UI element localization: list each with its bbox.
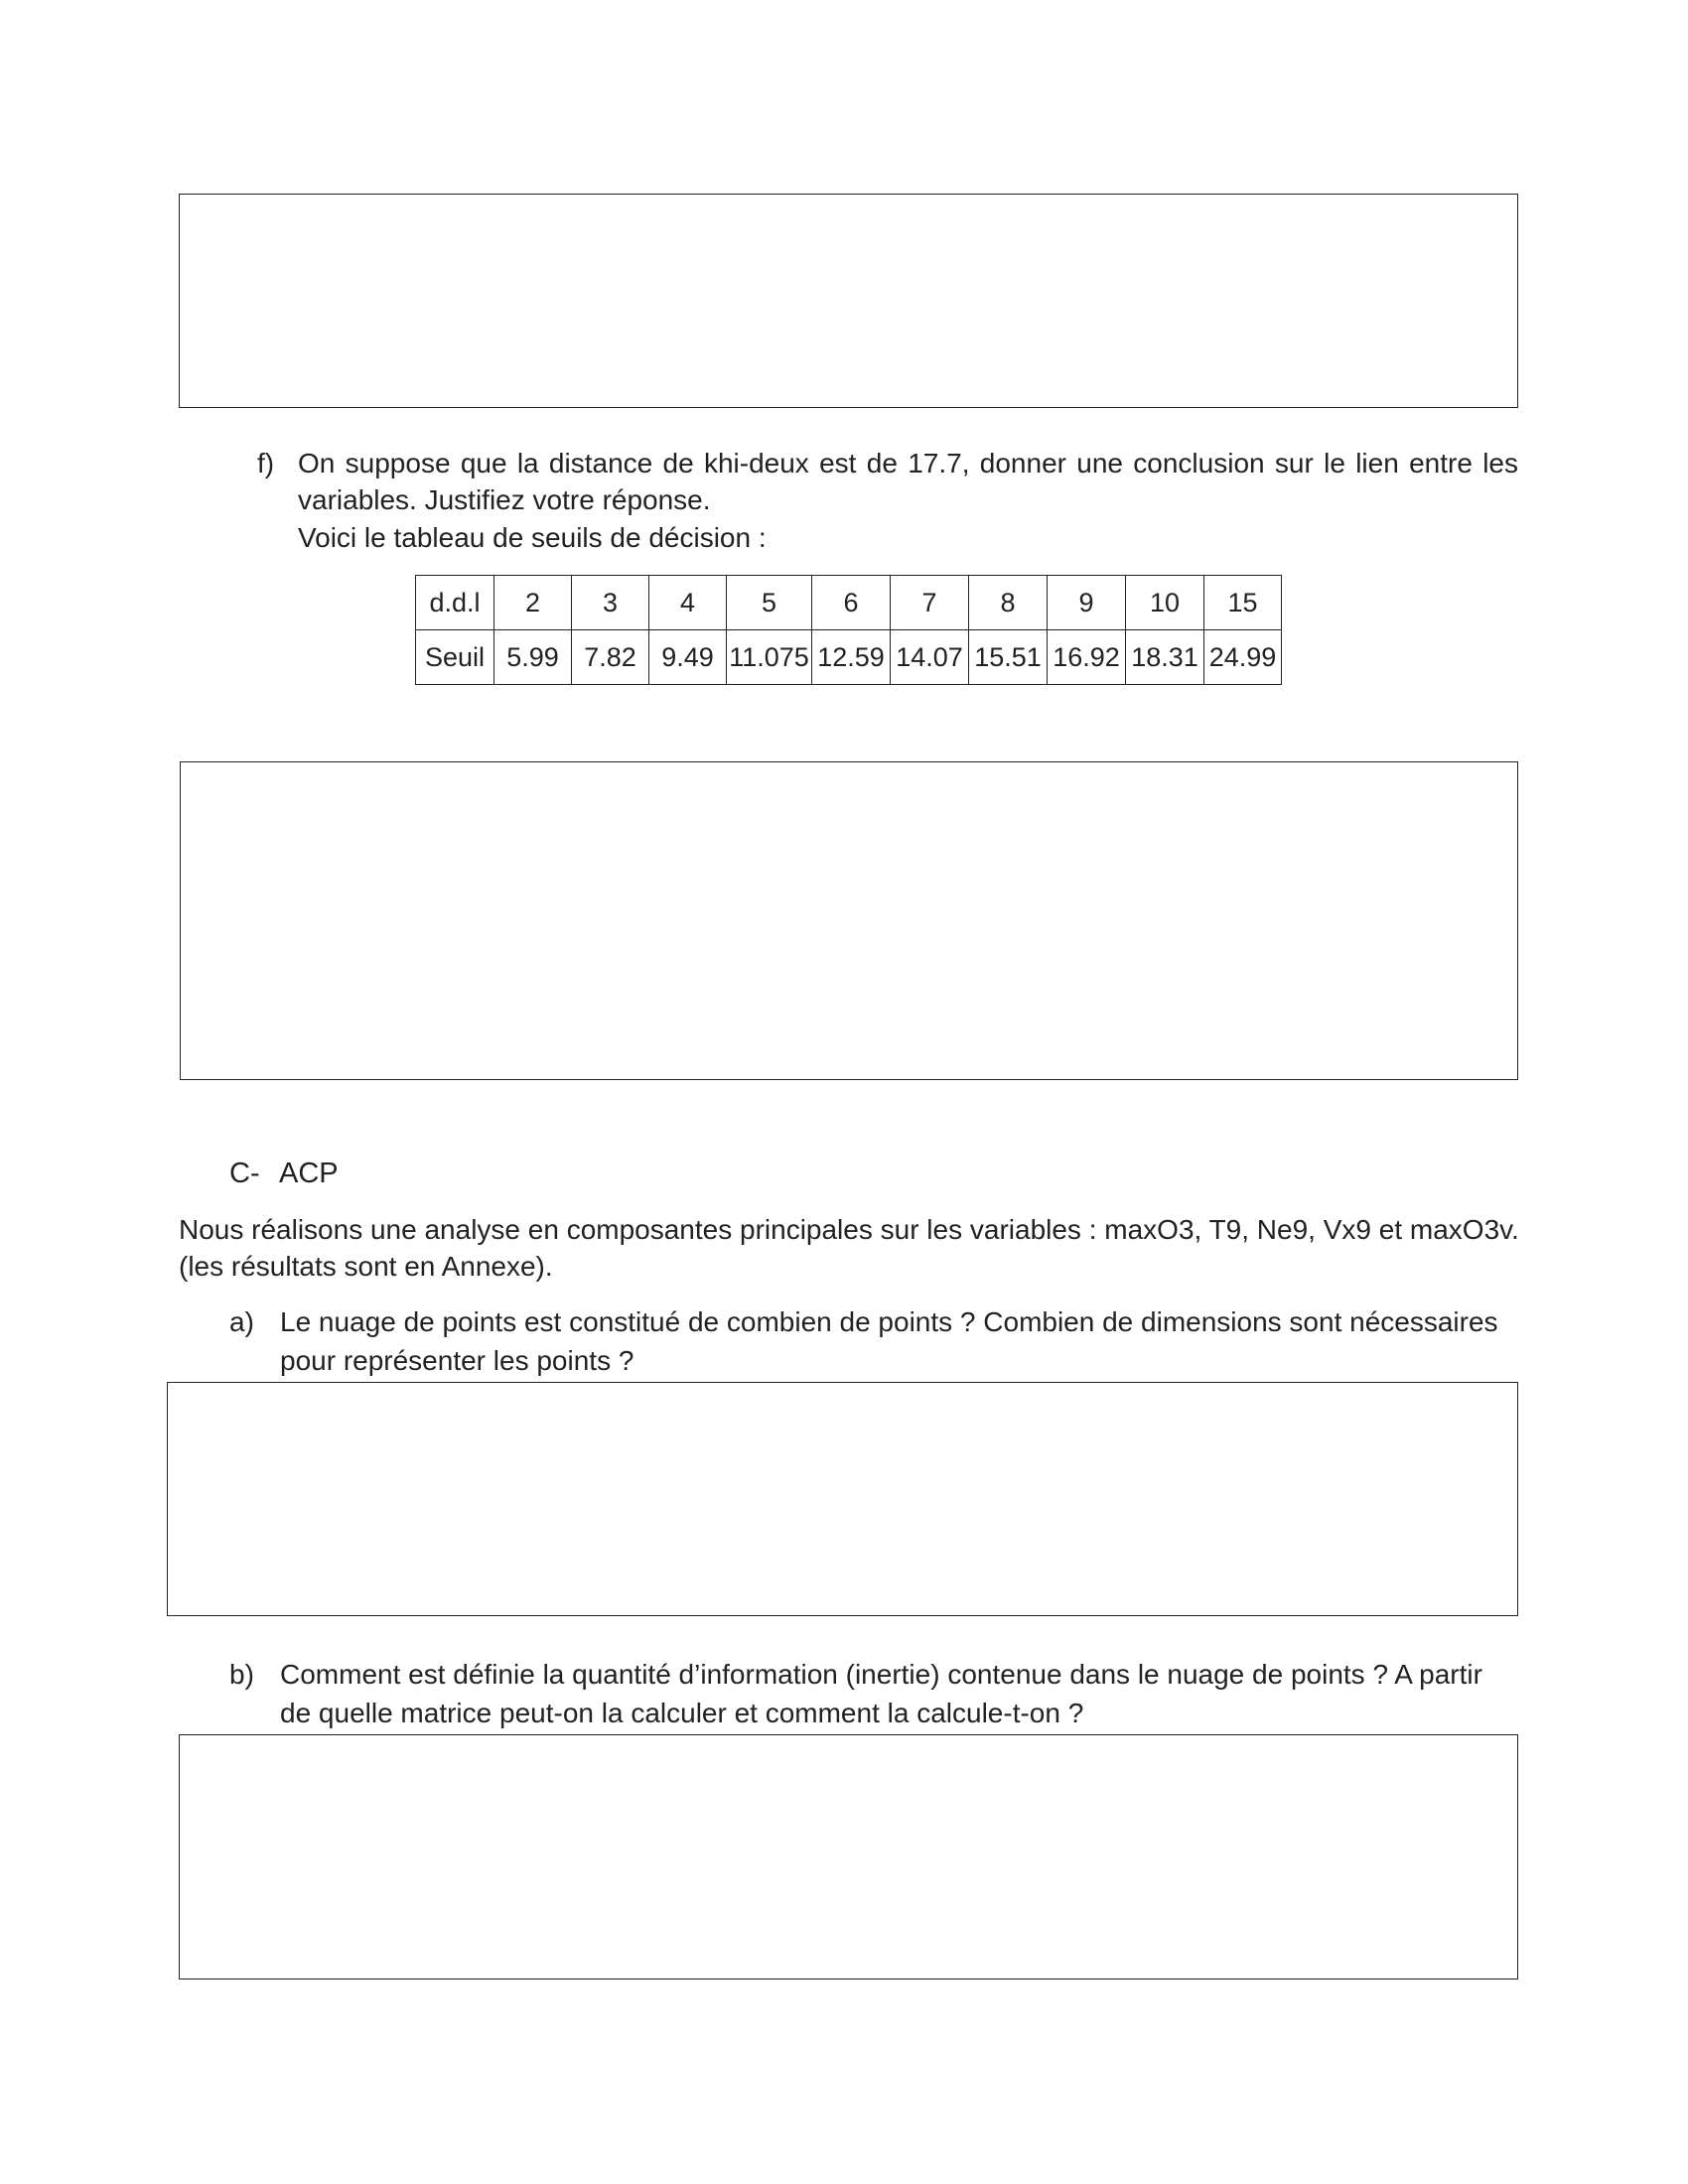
ddl-cell: 5 [727,576,812,630]
ddl-cell: 7 [891,576,969,630]
question-a-marker: a) [229,1306,254,1337]
question-b-line1: Comment est définie la quantité d’information (inertie) contenue dans le nuage de points ? A partir [280,1659,1482,1690]
seuil-cell: 7.82 [572,630,649,685]
section-c-intro-line1: Nous réalisons une analyse en composantes principales sur les variables : maxO3, T9, Ne9, Vx9 et maxO3v. [179,1214,1519,1245]
answer-box-a[interactable] [167,1382,1518,1616]
ddl-cell: 8 [969,576,1048,630]
seuil-row [416,630,1282,685]
section-c-marker: C- [229,1158,260,1189]
item-f-marker: f) [257,448,275,478]
question-b-marker: b) [229,1659,254,1690]
ddl-cell: 15 [1204,576,1282,630]
section-c-title: ACP [279,1158,339,1189]
threshold-table [415,575,1282,685]
seuil-cell: 14.07 [891,630,969,685]
seuil-cell: 12.59 [812,630,891,685]
ddl-cell: 3 [572,576,649,630]
seuil-cell: 9.49 [649,630,727,685]
row-header-ddl: d.d.l [416,576,494,630]
item-f-line3: Voici le tableau de seuils de décision : [298,522,767,553]
answer-box-b[interactable] [179,1734,1518,1979]
question-b-line2: de quelle matrice peut-on la calculer et comment la calcule-t-on ? [280,1698,1084,1728]
item-f-line1: On suppose que la distance de khi-deux est de 17.7, donner une conclusion sur le lien entre les [298,448,1518,478]
seuil-cell: 5.99 [494,630,572,685]
row-header-seuil: Seuil [416,630,494,685]
ddl-cell: 9 [1048,576,1126,630]
ddl-cell: 2 [494,576,572,630]
ddl-cell: 4 [649,576,727,630]
ddl-cell: 10 [1126,576,1204,630]
seuil-cell: 15.51 [969,630,1048,685]
question-a-line2: pour représenter les points ? [280,1345,634,1376]
seuil-cell: 18.31 [1126,630,1204,685]
item-f-line2: variables. Justifiez votre réponse. [298,484,711,515]
ddl-cell: 6 [812,576,891,630]
seuil-cell: 11.075 [727,630,812,685]
question-a-line1: Le nuage de points est constitué de combien de points ? Combien de dimensions sont nécessaires [280,1306,1498,1337]
section-c-intro-line2: (les résultats sont en Annexe). [179,1251,553,1282]
answer-box-previous[interactable] [179,194,1518,408]
seuil-cell: 24.99 [1204,630,1282,685]
seuil-cell: 16.92 [1048,630,1126,685]
ddl-row [416,576,1282,630]
answer-box-f[interactable] [180,761,1518,1080]
